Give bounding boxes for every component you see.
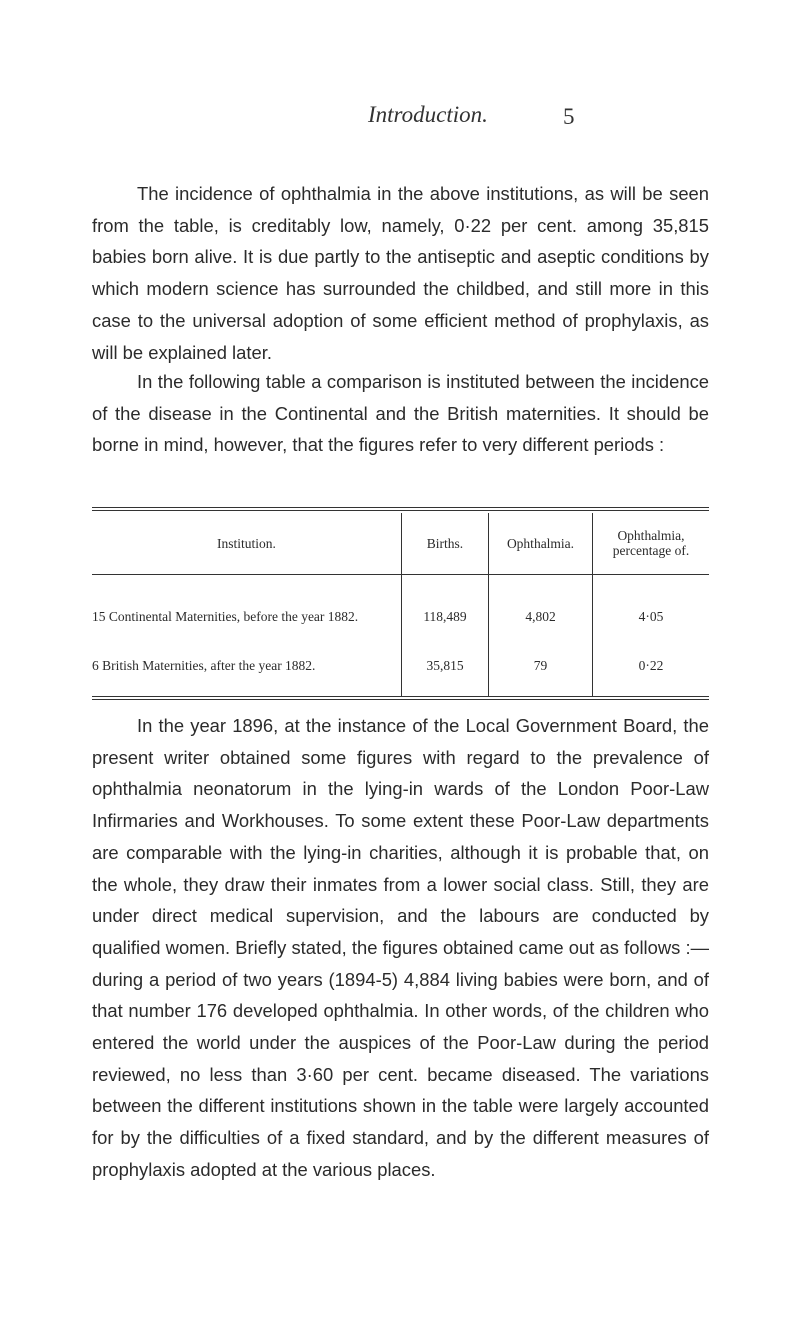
header-births: Births. bbox=[426, 535, 464, 551]
table-cell-births: 35,815 bbox=[426, 658, 464, 673]
page-header bbox=[0, 102, 800, 142]
page-number: 5 bbox=[563, 104, 575, 129]
table-cell-ophthalmia: 79 bbox=[533, 658, 548, 673]
table-top-rule-inner bbox=[92, 510, 709, 511]
paragraph-incidence: The incidence of ophthalmia in the above institutions, as will be seen from the table, is creditably low, namely, 0·22 per cent. among 35,815 babies born alive. It is due partly to the antiseptic and aseptic conditions by which modern science has surrounded the childbed, and still more in this case to the universal adoption of some efficient method of prophylaxis, as will be explained later. bbox=[92, 183, 709, 363]
table-cell-institution: 15 Continental Maternities, before the year 1882. bbox=[92, 609, 359, 624]
table-bottom-rule-outer bbox=[92, 699, 709, 700]
running-title: Introduction. bbox=[368, 102, 488, 127]
header-percentage: Ophthalmia, percentage of. bbox=[612, 528, 690, 558]
comparison-table bbox=[92, 507, 709, 701]
table-cell-ophthalmia: 4,802 bbox=[525, 609, 556, 624]
table-cell-percentage: 0·22 bbox=[638, 658, 664, 673]
header-ophthalmia: Ophthalmia. bbox=[506, 535, 575, 551]
table-cell-percentage: 4·05 bbox=[638, 609, 664, 624]
table-cell-institution: 6 British Maternities, after the year 1882. bbox=[92, 658, 316, 673]
header-institution: Institution. bbox=[217, 535, 276, 551]
paragraph-comparison: In the following table a comparison is instituted between the incidence of the disease in the Continental and the British maternities. It should be borne in mind, however, that the figures refer to very different periods : bbox=[92, 371, 709, 456]
paragraph-poor-law: In the year 1896, at the instance of the Local Government Board, the present writer obtained some figures with regard to the prevalence of ophthalmia neonatorum in the lying-in wards of the London Poor-Law Infirmaries and Workhouses. To some extent these Poor-Law departments are comparable with the lying-in charities, although it is probable that, on the whole, they draw their inmates from a lower social class. Still, they are under direct medical supervision, and the labours are conducted by qualified women. Briefly stated, the figures obtained came out as follows :—during a period of two years (1894-5) 4,884 living babies were born, and of that number 176 developed ophthalmia. In other words, of the children who entered the world under the auspices of the Poor-Law during the period reviewed, no less than 3·60 per cent. became diseased. The variations between the different institutions shown in the table were largely accounted for by the difficulties of a fixed standard, and by the different measures of prophylaxis adopted at the various places. bbox=[92, 715, 709, 1180]
table-cell-births: 118,489 bbox=[423, 609, 467, 624]
table-top-rule bbox=[92, 507, 709, 508]
